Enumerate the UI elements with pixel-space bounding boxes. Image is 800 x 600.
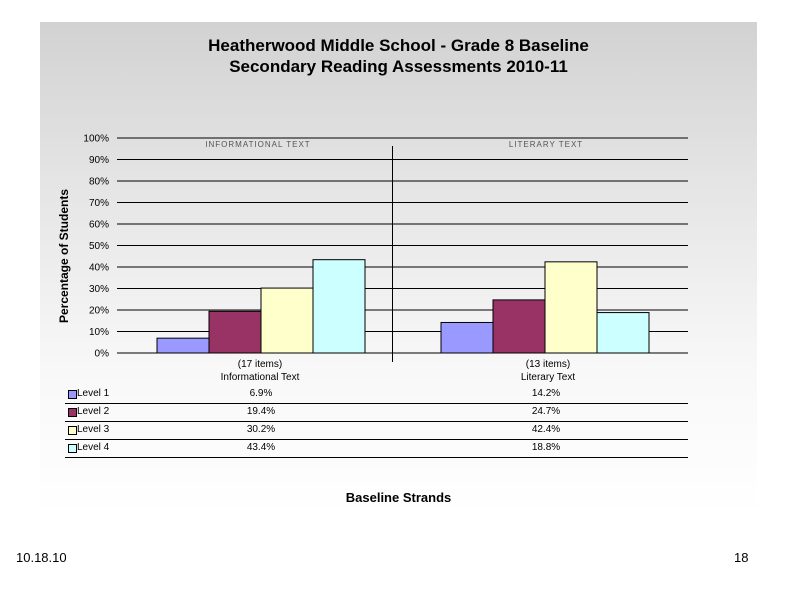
y-tick-label: 70% [88, 198, 109, 209]
data-label: 6.9% [249, 388, 273, 399]
y-tick-label: 50% [88, 241, 109, 252]
x-axis-label: Baseline Strands [345, 490, 452, 505]
y-tick-label: 10% [88, 327, 109, 338]
legend-row [65, 439, 688, 458]
legend-swatch [68, 444, 77, 453]
category-note: (17 items) [237, 359, 283, 370]
y-tick-label: 30% [88, 284, 109, 295]
y-axis-label: Percentage of Students [57, 188, 71, 324]
legend-series-name: Level 2 [77, 406, 110, 417]
legend-row [65, 403, 688, 422]
data-label: 43.4% [246, 442, 276, 453]
legend-series-name: Level 1 [77, 388, 110, 399]
bar [441, 322, 493, 353]
bar [261, 288, 313, 353]
slide-date: 10.18.10 [16, 550, 67, 565]
y-tick-label: 100% [83, 133, 109, 145]
bar [157, 338, 209, 353]
legend-series-name: Level 3 [77, 424, 110, 435]
y-tick-label: 0% [94, 348, 109, 360]
data-label: 24.7% [531, 406, 561, 417]
legend-row [65, 421, 688, 440]
title-line-2: Secondary Reading Assessments 2010-11 [229, 57, 568, 76]
legend-series-name: Level 4 [77, 442, 110, 453]
data-label: 14.2% [531, 388, 561, 399]
y-tick-label: 40% [88, 262, 109, 274]
legend-swatch [68, 408, 77, 417]
data-label: 42.4% [531, 424, 561, 435]
y-tick-label: 60% [88, 219, 109, 231]
bar [545, 262, 597, 353]
y-tick-label: 20% [88, 305, 109, 317]
bar [597, 313, 649, 353]
legend-row [65, 385, 688, 404]
data-label: 30.2% [246, 424, 276, 435]
bar [493, 300, 545, 353]
legend-swatch [68, 426, 77, 435]
bar [313, 260, 365, 353]
x-tick-label: Literary Text [520, 372, 576, 383]
panel-label: LITERARY TEXT [508, 140, 584, 149]
x-tick-label: Informational Text [220, 372, 300, 383]
category-note: (13 items) [525, 359, 571, 370]
data-label: 19.4% [246, 406, 276, 417]
data-label: 18.8% [531, 442, 561, 453]
legend-swatch [68, 390, 77, 399]
y-tick-label: 80% [88, 176, 109, 188]
bar [209, 311, 261, 353]
y-tick-label: 90% [88, 155, 109, 166]
title-line-1: Heatherwood Middle School - Grade 8 Baseline [208, 36, 589, 55]
panel-label: INFORMATIONAL TEXT [205, 140, 311, 149]
slide-page-number: 18 [734, 550, 749, 565]
